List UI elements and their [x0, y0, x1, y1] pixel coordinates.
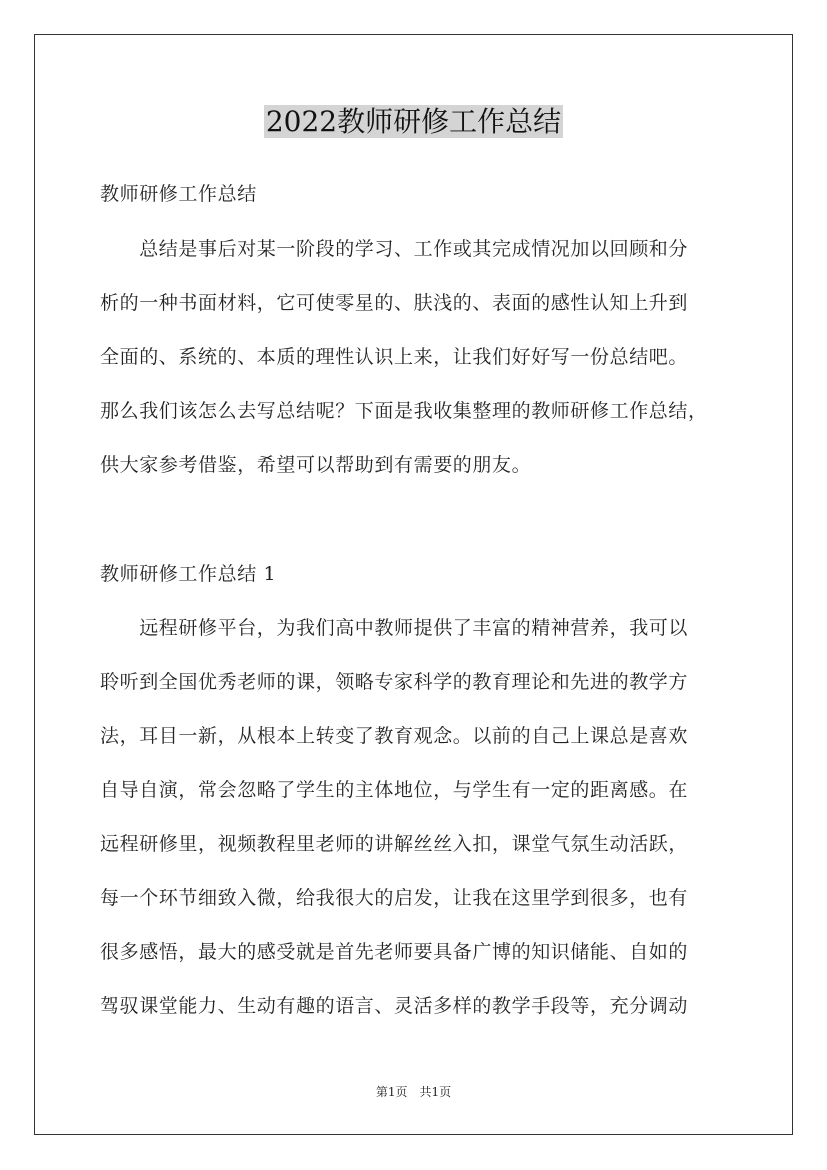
section-heading: 教师研修工作总结 1	[100, 563, 277, 585]
body-line: 聆听到全国优秀老师的课，领略专家科学的教育理论和先进的教学方	[100, 671, 689, 693]
intro-line: 供大家参考借鉴，希望可以帮助到有需要的朋友。	[100, 454, 532, 476]
document-title	[0, 100, 827, 144]
document-title-text: 2022教师研修工作总结	[265, 105, 562, 138]
intro-line: 析的一种书面材料，它可使零星的、肤浅的、表面的感性认知上升到	[100, 292, 689, 314]
intro-line: 全面的、系统的、本质的理性认识上来，让我们好好写一份总结吧。	[100, 346, 689, 368]
body-line: 远程研修平台，为我们高中教师提供了丰富的精神营养，我可以	[100, 617, 689, 639]
body-line: 每一个环节细致入微，给我很大的启发，让我在这里学到很多，也有	[100, 887, 689, 909]
body-line: 远程研修里，视频教程里老师的讲解丝丝入扣，课堂气氛生动活跃，	[100, 833, 689, 855]
body-line: 自导自演，常会忽略了学生的主体地位，与学生有一定的距离感。在	[100, 779, 689, 801]
body-line: 驾驭课堂能力、生动有趣的语言、灵活多样的教学手段等，充分调动	[100, 995, 689, 1017]
page-footer: 第1页 共1页	[375, 1085, 452, 1099]
body-line: 很多感悟，最大的感受就是首先老师要具备广博的知识储能、自如的	[100, 941, 689, 963]
body-line: 法，耳目一新，从根本上转变了教育观念。以前的自己上课总是喜欢	[100, 725, 689, 747]
subheading: 教师研修工作总结	[100, 183, 257, 205]
intro-line: 总结是事后对某一阶段的学习、工作或其完成情况加以回顾和分	[100, 238, 689, 260]
intro-line: 那么我们该怎么去写总结呢？下面是我收集整理的教师研修工作总结，	[100, 400, 708, 422]
